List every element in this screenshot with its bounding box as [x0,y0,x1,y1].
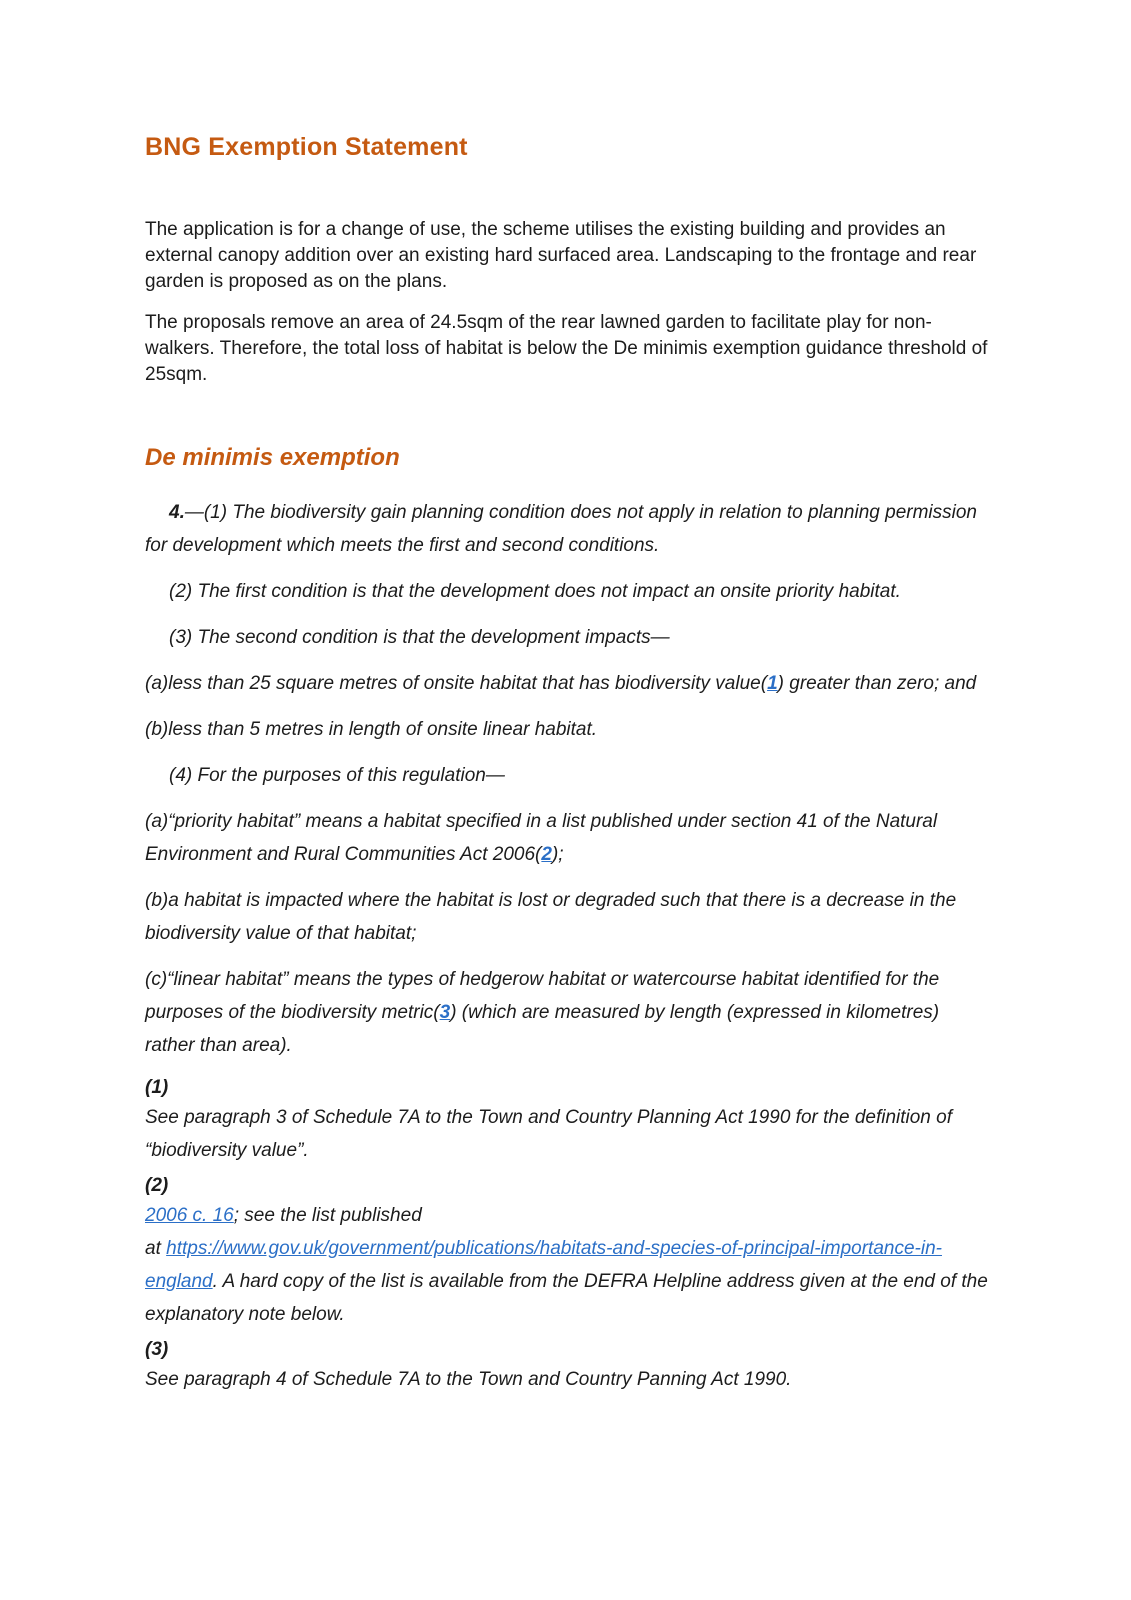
intro-paragraph-1: The application is for a change of use, the scheme utilises the existing building and provides an external canopy addition over an existing hard surfaced area. Landscaping to the frontage and rear garden is proposed as on the plans. [145,219,977,292]
footnote-2-url-link[interactable]: https://www.gov.uk/government/publications/habitats-and-species-of-principal-importance-in-england [145,1238,942,1292]
regulation-4c-text-pre: (c)“linear habitat” means the types of hedgerow habitat or watercourse habitat identified for the purposes of the biodiversity metric( [145,969,940,1023]
section-heading: De minimis exemption [145,444,400,471]
regulation-4-1-text: —(1) The biodiversity gain planning condition does not apply in relation to planning permission for development which meets the first and second conditions. [145,502,977,556]
footnote-2-line2-pre: at [145,1238,167,1259]
regulation-3a-text-post: ) greater than zero; and [777,673,977,694]
regulation-paragraph-4-1 [145,496,990,562]
regulation-paragraph-4a [145,805,990,871]
footnote-2-text [145,1199,990,1331]
regulation-paragraph-3: (3) The second condition is that the development impacts— [169,627,670,648]
footnote-ref-2-link[interactable]: 2 [541,844,552,865]
footnote-1-label: (1) [145,1077,169,1098]
regulation-3a-text-pre: (a)less than 25 square metres of onsite habitat that has biodiversity value( [145,673,768,694]
regulation-paragraph-4b: (b)a habitat is impacted where the habitat is lost or degraded such that there is a decrease in the biodiversity value of that habitat; [145,890,957,944]
regulation-4a-text-pre: (a)“priority habitat” means a habitat specified in a list published under section 41 of the Natural Environment and Rural Communities Act 2006( [145,811,938,865]
regulation-paragraph-3b: (b)less than 5 metres in length of onsite linear habitat. [145,719,598,740]
footnote-2-statute-link[interactable]: 2006 c. 16 [145,1205,234,1226]
footnote-2-line2-post: . A hard copy of the list is available from the DEFRA Helpline address given at the end of the explanatory note below. [145,1271,988,1325]
footnote-2-label: (2) [145,1175,169,1196]
regulation-4c-text-post: ) (which are measured by length (expressed in kilometres) rather than area). [145,1002,940,1056]
regulation-paragraph-4: (4) For the purposes of this regulation— [169,765,505,786]
footnote-ref-3-link[interactable]: 3 [439,1002,451,1023]
footnote-3-label: (3) [145,1339,169,1360]
regulation-paragraph-3a [145,667,990,700]
footnote-2-line1-rest: ; see the list published [233,1205,422,1226]
footnote-2 [145,1173,990,1331]
regulation-number: 4. [169,502,185,523]
page-title: BNG Exemption Statement [145,133,468,161]
regulation-4a-text-post: ); [551,844,564,865]
footnote-1 [145,1075,990,1167]
regulation-paragraph-2: (2) The first condition is that the development does not impact an onsite priority habitat. [169,581,901,602]
footnote-1-text: See paragraph 3 of Schedule 7A to the Town and Country Planning Act 1990 for the definition of “biodiversity value”. [145,1107,952,1161]
footnote-ref-1-link[interactable]: 1 [767,673,778,694]
footnote-3 [145,1337,990,1396]
footnote-3-text: See paragraph 4 of Schedule 7A to the Town and Country Panning Act 1990. [145,1369,792,1390]
intro-paragraph-2: The proposals remove an area of 24.5sqm of the rear lawned garden to facilitate play for non-walkers. Therefore, the total loss of habitat is below the De minimis exemption guidance threshold of 25sqm. [145,312,988,385]
regulation-paragraph-4c [145,963,990,1062]
